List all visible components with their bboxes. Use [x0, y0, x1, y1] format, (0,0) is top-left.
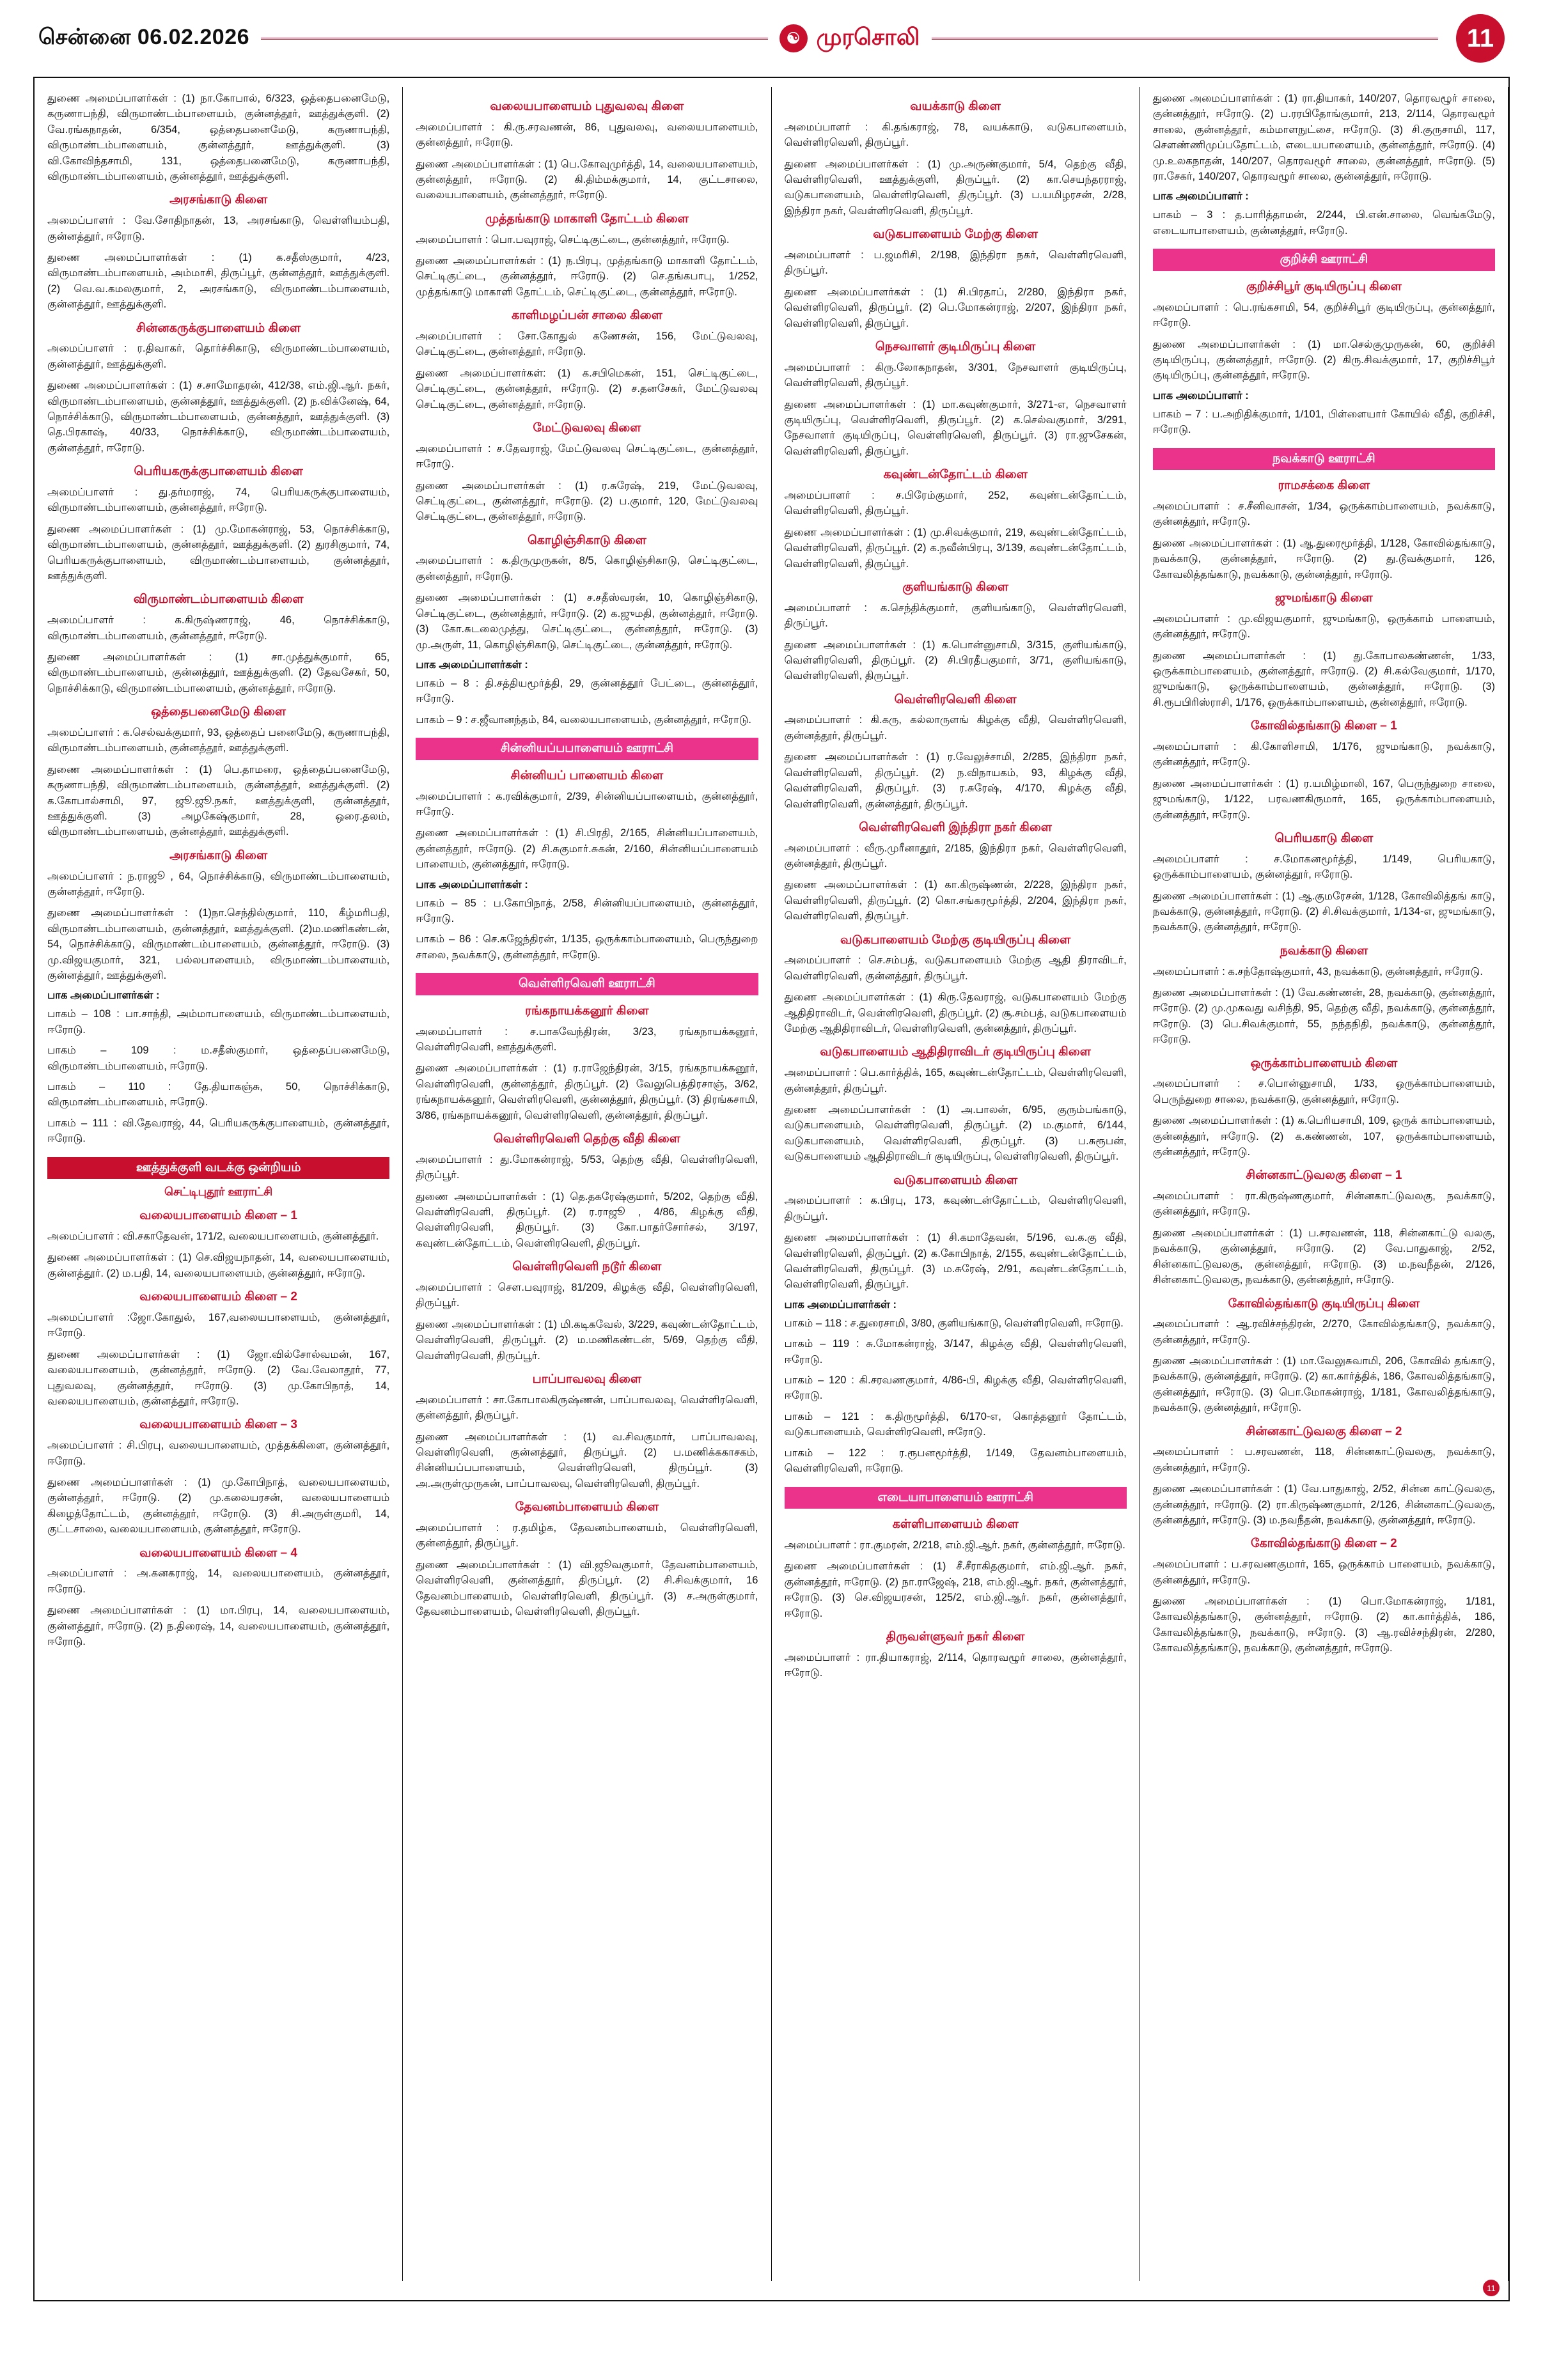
- column-3: [772, 87, 1140, 2281]
- columns-frame: [33, 77, 1510, 2301]
- organiser-paragraph: அமைப்பாளர் : ர.தமிழ்க, தேவனம்பாளையம், வெள்ளிரவெளி, குன்னத்தூர், திருப்பூர்.: [416, 1522, 758, 1550]
- branch-heading: முத்தங்காடு மாகாளி தோட்டம் கிளை: [485, 212, 689, 226]
- organiser-paragraph: அமைப்பாளர் : சௌ.பவுராஜ், 81/209, கிழக்கு வீதி, வெள்ளிரவெளி, திருப்பூர்.: [416, 1282, 758, 1309]
- organiser-paragraph: அமைப்பாளர் : ரா.கிருஷ்ணகுமார், சின்னகாட்டுவலகு, நவக்காடு, குன்னத்தூர், ஈரோடு.: [1152, 1190, 1495, 1218]
- organiser-paragraph: அமைப்பாளர் : கி.தங்கராஜ், 78, வயக்காடு, வடுகபாளையம், வெள்ளிரவெளி, திருப்பூர்.: [784, 121, 1127, 149]
- part-organisers-heading: பாக அமைப்பாளர்கள் :: [784, 1298, 897, 1311]
- edition-label: சென்னை 06.02.2026: [38, 24, 250, 49]
- organiser-paragraph: துணை அமைப்பாளர்கள் : (1) பொ.மோகன்ராஜ், 1/181, கோவலித்தங்காடு, குன்னத்தூர், ஈரோடு. (2) கா.கார்த்திக், 186, கோவலித்தங்காடு, நவக்காடு, ஈரோடு. (3) ஆ.ரவிச்சந்திரன், 2/280, கோவலித்தங்காடு, நவக்காடு, குன்னத்தூர், ஈரோடு.: [1152, 1596, 1495, 1654]
- branch-heading: வயக்காடு கிளை: [910, 100, 1001, 113]
- organiser-paragraph: துணை அமைப்பாளர்கள் : (1) மா.பிரபு, 14, வலையபாளையம், குன்னத்தூர், ஈரோடு. (2) ந.திரைஷ், 14, வலையபாளையம், குன்னத்தூர், ஈரோடு.: [47, 1605, 390, 1648]
- branch-heading: ராமசக்கை கிளை: [1278, 479, 1370, 493]
- panchayat-heading: எடையாபாளையம் ஊராட்சி: [785, 1487, 1127, 1509]
- part-organiser-entry: பாகம் – 109 : ம.சதீஸ்குமார், ஒத்தைப்பனைமேடு, விருமாண்டம்பாளையம், ஈரோடு.: [47, 1045, 390, 1072]
- branch-heading: கள்ளிபாளையம் கிளை: [892, 1518, 1019, 1532]
- organiser-paragraph: அமைப்பாளர் : ரா.தியாகராஜ், 2/114, தொரவழூர் சாலை, குன்னத்தூர், ஈரோடு.: [784, 1651, 1127, 1679]
- organiser-paragraph: அமைப்பாளர் : க.சந்தோஷ்குமார், 43, நவக்காடு, குன்னத்தூர், ஈரோடு.: [1152, 965, 1483, 977]
- part-organisers-heading: பாக அமைப்பாளர் :: [1152, 389, 1249, 401]
- organiser-paragraph: அமைப்பாளர் : ச.மோகனமூர்த்தி, 1/149, பெரியகாடு, ஒருக்காம்பாளையம், குன்னத்தூர், ஈரோடு.: [1152, 853, 1495, 881]
- organiser-paragraph: துணை அமைப்பாளர்கள் : (1) மு.மோகன்ராஜ், 53, நொச்சிக்காடு, விருமாண்டம்பாளையம், குன்னத்தூர், ஊத்துக்குளி. (2) துரசிகுமார், 74, பெரியகருக்குபாளையம், விருமாண்டம்பாளையம், குன்னத்தூர், ஊத்துக்குளி.: [47, 523, 390, 582]
- branch-heading: ரங்கநாயக்கனூர் கிளை: [525, 1004, 649, 1018]
- organiser-paragraph: துணை அமைப்பாளர்கள் : (1) மி.கடிகவேல், 3/229, கவுண்டன்தோட்டம், வெள்ளிரவெளி, திருப்பூர். (2) ம.மணிகண்டன், 5/69, தெற்கு வீதி, வெள்ளிரவெளி, திருப்பூர்.: [416, 1318, 758, 1362]
- union-heading: ஊத்துக்குளி வடக்கு ஒன்றியம்: [47, 1157, 389, 1179]
- branch-heading: வடுகபாளையம் மேற்கு குடியிருப்பு கிளை: [840, 933, 1071, 947]
- murasoli-emblem-icon: ☯: [779, 24, 808, 52]
- organiser-paragraph: அமைப்பாளர் : வீரு.முரீனாதூர், 2/185, இந்திரா நகர், வெள்ளிரவெளி, குன்னத்தூர், திருப்பூர்.: [784, 842, 1127, 870]
- branch-heading: காளிமழப்பன் சாலை கிளை: [511, 309, 662, 323]
- footer-page-mark: 11: [1483, 2280, 1500, 2296]
- organiser-paragraph: துணை அமைப்பாளர்கள் : (1) வி.ஜூவகுமார், தேவனம்பாளையம், வெள்ளிரவெளி, குன்னத்தூர், திருப்பூர். (2) சி.சிவக்குமார், 16 தேவனம்பாளையம், வெள்ளிரவெளி, திருப்பூர். (3) ச.அருள்குமார், தேவனம்பாளையம், வெள்ளிரவெளி, திருப்பூர்.: [416, 1559, 758, 1618]
- organiser-paragraph: அமைப்பாளர் : ந.ராஜூ , 64, நொச்சிக்காடு, விருமாண்டம்பாளையம், குன்னத்தூர், ஈரோடு.: [47, 870, 390, 898]
- branch-heading: வடுகபாளையம் கிளை: [893, 1173, 1018, 1187]
- branch-heading: அரசங்காடு கிளை: [169, 848, 268, 862]
- organiser-paragraph: துணை அமைப்பாளர்கள் : (1) நா.கோபால், 6/323, ஒத்தைபனைமேடு, கருணாபந்தி, விருமாண்டம்பாளையம், குன்னத்தூர், ஊத்துக்குளி. (2) வே.ரங்கநாதன், 6/354, ஒத்தைபனைமேடு, கருணாபந்தி, விருமாண்டம்பாளையம், குன்னத்தூர், ஊத்துக்குளி. (3) வி.கோவிந்தசாமி, 131, ஒத்தைபனைமேடு, கருணாபந்தி, விருமாண்டம்பாளையம், குன்னத்தூர், ஊத்துக்குளி.: [47, 93, 390, 183]
- part-organiser-entry: பாகம் – 119 : சு.மோகன்ராஜ், 3/147, கிழக்கு வீதி, வெள்ளிரவெளி, ஈரோடு.: [784, 1338, 1127, 1365]
- organiser-paragraph: துணை அமைப்பாளர்கள் : (1) ர.சுரேஷ், 219, மேட்டுவலவு, செட்டிகுட்டை, குன்னத்தூர், ஈரோடு. (2) ப.குமார், 120, மேட்டுவலவு செட்டிகுட்டை, குன்னத்தூர், ஈரோடு.: [416, 479, 758, 523]
- organiser-paragraph: துணை அமைப்பாளர்கள் : (1) க.பெரியசாமி, 109, ஒருக் காம்பாளையம், குன்னத்தூர், ஈரோடு. (2) க.கண்ணன், 107, ஒருக்காம்பாளையம், குன்னத்தூர், ஈரோடு.: [1152, 1115, 1495, 1158]
- organiser-paragraph: அமைப்பாளர் : ச.தேவராஜ், மேட்டுவலவு செட்டிகுட்டை, குன்னத்தூர், ஈரோடு.: [416, 442, 758, 471]
- part-organiser-entry: பாகம் – 7 : ப.அறிதிக்குமார், 1/101, பிள்ளையார் கோயில் வீதி, குறிச்சி, ஈரோடு.: [1152, 408, 1495, 436]
- part-organiser-entry: பாகம் – 121 : க.திருமூர்த்தி, 6/170-எ, கொத்தனூர் தோட்டம், வடுகபாளையம், வெள்ளிரவெளி, ஈரோடு.: [784, 1410, 1127, 1438]
- organiser-paragraph: துணை அமைப்பாளர்கள் : (1) மா.வேலுசுவாமி, 206, கோவில் தங்காடு, நவக்காடு, குன்னத்தூர், ஈரோடு. (2) கா.கார்த்திக், 186, கோவலித்தங்காடு, குன்னத்தூர், ஈரோடு. (3) பொ.மோகன்ராஜ், 1/181, கோவலித்தங்காடு, நவக்காடு, குன்னத்தூர், ஈரோடு.: [1152, 1355, 1495, 1414]
- part-organiser-entry: பாகம் – 9 : ச.ஜீவானந்தம், 84, வலையபாளையம், குன்னத்தூர், ஈரோடு.: [416, 713, 752, 726]
- organiser-paragraph: அமைப்பாளர் : செ.சம்பத், வடுகபாளையம் மேற்கு ஆதி திராவிடர், வெள்ளிரவெளி, குன்னத்தூர், திருப்பூர்.: [784, 954, 1127, 982]
- branch-heading: வலையபாளையம் கிளை – 1: [139, 1209, 297, 1223]
- organiser-paragraph: அமைப்பாளர் : ச.பாகவேந்திரன், 3/23, ரங்கநாயக்கனூர், வெள்ளிரவெளி, ஊத்துக்குளி.: [416, 1025, 758, 1054]
- branch-heading: வடுகபாளையம் மேற்கு கிளை: [873, 228, 1038, 242]
- organiser-paragraph: அமைப்பாளர் : ப.ஜமரிசி, 2/198, இந்திரா நகர், வெள்ளிரவெளி, திருப்பூர்.: [784, 249, 1127, 277]
- organiser-paragraph: துணை அமைப்பாளர்கள் : (1) ஜோ.வில்சோல்வமன், 167, வலையபாளையம், குன்னத்தூர், ஈரோடு. (2) வே.வேலாதூர், 77, புதுவலவு, குன்னத்தூர், ஈரோடு. (3) மு.கோபிநாத், 14, வலையபாளையம், குன்னத்தூர், ஈரோடு.: [47, 1348, 390, 1408]
- part-organiser-entry: பாகம் – 111 : வி.தேவராஜ், 44, பெரியகருக்குபாளையம், குன்னத்தூர், ஈரோடு.: [47, 1117, 390, 1145]
- organiser-paragraph: துணை அமைப்பாளர்கள் : (1) க.பொன்னுசாமி, 3/315, குளியங்காடு, வெள்ளிரவெளி, திருப்பூர். (2) சி.பிரதீபகுமார், 3/71, குளியங்காடு, வெள்ளிரவெளி, திருப்பூர்.: [784, 639, 1127, 682]
- organiser-paragraph: அமைப்பாளர் : க.செல்வக்குமார், 93, ஒத்தைப் பனைமேடு, கருணாபந்தி, விருமாண்டம்பாளையம், குன்னத்தூர், ஊத்துக்குளி.: [47, 726, 390, 754]
- part-organiser-entry: பாகம் – 110 : தே.தியாகஞ்சு, 50, நொச்சிக்காடு, விருமாண்டம்பாளையம், ஈரோடு.: [47, 1081, 390, 1108]
- branch-heading: வடுகபாளையம் ஆதிதிராவிடர் குடியிருப்பு கிளை: [820, 1045, 1091, 1059]
- organiser-paragraph: துணை அமைப்பாளர்கள் : (1) ர.யமிழ்மாலி, 167, பெருந்துறை சாலை, ஜுமங்காடு, 1/122, பரவணகிருமார், 165, ஒருக்காம்பாளையம், குன்னத்தூர், ஈரோடு.: [1152, 777, 1495, 821]
- branch-heading: வெள்ளிரவெளி நடூர் கிளை: [512, 1260, 662, 1274]
- organiser-paragraph: அமைப்பாளர் : ச.பொன்னுசாமி, 1/33, ஒருக்காம்பாளையம், பெருந்துறை சாலை, நவக்காடு, குன்னத்தூர், ஈரோடு.: [1152, 1078, 1495, 1105]
- part-organiser-entry: பாகம் – 86 : செ.கஜேந்திரன், 1/135, ஒருக்காம்பாளையம், பெருந்துறை சாலை, நவக்காடு, குன்னத்தூர், ஈரோடு.: [416, 933, 758, 961]
- branch-heading: வலையபாளையம் கிளை – 2: [139, 1290, 297, 1304]
- organiser-paragraph: துணை அமைப்பாளர்கள் : (1) வே.கண்ணன், 28, நவக்காடு, குன்னத்தூர், ஈரோடு. (2) மு.முகவது வசிந்தி, 95, தெற்கு வீதி, நவக்காடு, குன்னத்தூர், ஈரோடு. (3) பெ.சிவக்குமார், 55, நந்தநிதி, நவக்காடு, குன்னத்தூர், ஈரோடு.: [1152, 986, 1495, 1046]
- organiser-paragraph: அமைப்பாளர் : ப.சரவணன், 118, சின்னகாட்டுவலகு, நவக்காடு, குன்னத்தூர், ஈரோடு.: [1152, 1446, 1495, 1474]
- branch-heading: மேட்டுவலவு கிளை: [533, 421, 641, 435]
- organiser-paragraph: அமைப்பாளர் : மு.விஜயகுமார், ஜுமங்காடு, ஒருக்காம் பாளையம், குன்னத்தூர், ஈரோடு.: [1152, 612, 1495, 641]
- organiser-paragraph: அமைப்பாளர் : க.பிரபு, 173, கவுண்டன்தோட்டம், வெள்ளிரவெளி, திருப்பூர்.: [784, 1195, 1127, 1222]
- masthead-brand: [779, 24, 920, 54]
- organiser-paragraph: துணை அமைப்பாளர்கள் : (1) மு.சிவக்குமார், 219, கவுண்டன்தோட்டம், வெள்ளிரவெளி, திருப்பூர். (2) க.நவீன்பிரபு, 3/139, கவுண்டன்தோட்டம், வெள்ளிரவெளி, திருப்பூர்.: [784, 526, 1127, 570]
- branch-heading: தேவனம்பாளையம் கிளை: [515, 1500, 659, 1514]
- part-organiser-entry: பாகம் – 122 : ர.ரூபனமூர்த்தி, 1/149, தேவனம்பாளையம், வெள்ளிரவெளி, ஈரோடு.: [784, 1447, 1127, 1475]
- organiser-paragraph: அமைப்பாளர் : ர.திவாகர், தொர்ச்சிகாடு, விருமாண்டம்பாளையம், குன்னத்தூர், ஊத்துக்குளி.: [47, 343, 390, 370]
- branch-heading: சின்னகருக்குபாளையம் கிளை: [136, 321, 301, 335]
- branch-heading: வலையபாளையம் கிளை – 4: [139, 1546, 297, 1560]
- branch-heading: பாப்பாவலவு கிளை: [532, 1373, 642, 1387]
- part-organisers-heading: பாக அமைப்பாளர்கள் :: [47, 990, 160, 1002]
- organiser-paragraph: துணை அமைப்பாளர்கள் : (1) து.கோபாலகண்ணன், 1/33, ஒருக்காம்பாளையம், குன்னத்தூர், ஈரோடு. (2) சி.கல்வேகுமார், 1/170, ஜுமங்காடு, ஒருக்காம்பாளையம், குன்னத்தூர், ஈரோடு. (3) சி.ரூபபிரிஸ்ராசி, 1/176, ஒருக்காம்பாளையம், குன்னத்தூர், ஈரோடு.: [1152, 649, 1495, 708]
- organiser-paragraph: துணை அமைப்பாளர்கள் : (1) மு.அருண்குமார், 5/4, தெற்கு வீதி, வெள்ளிரவெளி, ஊத்துக்குளி, திருப்பூர். (2) கா.செயந்தரராஜ், வடுகபாளையம், வெள்ளிரவெளி, திருப்பூர். (3) ப.யமிழரசன், 2/28, இந்திரா நகர், வெள்ளிரவெளி, திருப்பூர்.: [784, 158, 1127, 217]
- organiser-paragraph: துணை அமைப்பாளர்கள் : (1) ந.பிரபு, முத்தங்காடு மாகாளி தோட்டம், செட்டிகுட்டை, குன்னத்தூர், ஈரோடு. (2) செ.தங்கபாபு, 1/252, முத்தங்காடு மாகாளி தோட்டம், செட்டிகுட்டை, குன்னத்தூர், ஈரோடு.: [416, 254, 758, 298]
- organiser-paragraph: அமைப்பாளர் : அ.கனகராஜ், 14, வலையபாளையம், குன்னத்தூர், ஈரோடு.: [47, 1567, 390, 1595]
- column-2: [403, 87, 771, 2281]
- organiser-paragraph: துணை அமைப்பாளர்கள் : (1) ப.சரவணன், 118, சின்னகாட்டு வலகு, நவக்காடு, குன்னத்தூர், ஈரோடு. (2) வே.பாதுகாஜ், 2/52, சின்னகாட்டுவலகு, குன்னத்தூர், ஈரோடு. (3) ம.நவநீதன், 2/126, சின்னகாட்டுவலகு, நவக்காடு, குன்னத்தூர், ஈரோடு.: [1152, 1227, 1495, 1286]
- organiser-paragraph: அமைப்பாளர் : ப.சரவணகுமார், 165, ஒருக்காம் பாளையம், நவக்காடு, குன்னத்தூர், ஈரோடு.: [1152, 1559, 1495, 1586]
- branch-heading: கோவில்தங்காடு கிளை – 2: [1251, 1537, 1397, 1551]
- organiser-paragraph: துணை அமைப்பாளர்கள் : (1) சி.கமாதேவன், 5/196, வ.க.கு வீதி, வெள்ளிரவெளி, திருப்பூர். (2) க.கோபிநாத், 2/155, கவுண்டன்தோட்டம், வெள்ளிரவெளி, திருப்பூர். (3) ம.சுரேஷ், 2/91, கவுண்டன்தோட்டம், வெள்ளிரவெளி, திருப்பூர்.: [784, 1232, 1127, 1291]
- panchayat-heading: சின்னியப்பபாளையம் ஊராட்சி: [416, 738, 758, 760]
- panchayat-heading: குறிச்சி ஊராட்சி: [1153, 249, 1495, 271]
- page-number-badge: 11: [1456, 14, 1505, 63]
- organiser-paragraph: துணை அமைப்பாளர்கள் : (1) பெ.தாமரை, ஒத்தைப்பனைமேடு, கருணாபந்தி, விருமாண்டம்பாளையம், குன்னத்தூர், ஊத்துக்குளி. (2) க.கோபால்சாமி, 97, ஜூ.ஜூ.நகர், ஊத்துக்குளி, குன்னத்தூர், ஊத்துக்குளி. (3) அழகேஷ்குமார், 28, ஒரை.தலம், விருமாண்டம்பாளையம், குன்னத்தூர், ஊத்துக்குளி.: [47, 763, 390, 838]
- part-organiser-entry: பாகம் – 8 : தி.சத்தியமூர்த்தி, 29, குன்னத்தூர் பேட்டை, குன்னத்தூர், ஈரோடு.: [416, 677, 758, 705]
- branch-heading: ஒருக்காம்பாளையம் கிளை: [1250, 1056, 1398, 1070]
- part-organisers-heading: பாக அமைப்பாளர் :: [1152, 191, 1249, 203]
- organiser-paragraph: அமைப்பாளர் : பொ.பவுராஜ், செட்டிகுட்டை, குன்னத்தூர், ஈரோடு.: [416, 233, 730, 245]
- organiser-paragraph: துணை அமைப்பாளர்கள் : (1) செ.விஜயநாதன், 14, வலையபாளையம், குன்னத்தூர். (2) ம.பதி, 14, வலையபாளையம், குன்னத்தூர், ஈரோடு.: [47, 1252, 390, 1279]
- organiser-paragraph: அமைப்பாளர் : து.தர்மராஜ், 74, பெரியகருக்குபாளையம், விருமாண்டம்பாளையம், குன்னத்தூர், ஈரோடு.: [47, 486, 390, 514]
- masthead: [0, 0, 1543, 77]
- branch-heading: குளியங்காடு கிளை: [902, 580, 1008, 594]
- organiser-paragraph: துணை அமைப்பாளர்கள்: (1) க.சபிமெகன், 151, செட்டிகுட்டை, செட்டிகுட்டை, குன்னத்தூர், ஈரோடு. (2) ச.தனசேகர், மேட்டுவலவு செட்டிகுட்டை, குன்னத்தூர், ஈரோடு.: [416, 367, 758, 410]
- organiser-paragraph: துணை அமைப்பாளர்கள் : (1) ஆ.துரைமூர்த்தி, 1/128, கோவில்தங்காடு, நவக்காடு, குன்னத்தூர், ஈரோடு. (2) து.டூவக்குமார், 126, கோவலித்தங்காடு, நவக்காடு, குன்னத்தூர், ஈரோடு.: [1152, 537, 1495, 580]
- branch-heading: நெசவாளர் குடிமிருப்பு கிளை: [875, 339, 1036, 354]
- branch-heading: வலையபாளையம் புதுவலவு கிளை: [490, 100, 684, 113]
- part-organiser-entry: பாகம் – 3 : த.பாரித்தாமன், 2/244, பி.என்.சாலை, வெங்கமேடு, எடையாபாளையம், குன்னத்தூர், ஈரோடு.: [1152, 209, 1495, 237]
- organiser-paragraph: துணை அமைப்பாளர்கள் : (1) வ.சிவகுமார், பாப்பாவலவு, வெள்ளிரவெளி, குன்னத்தூர், திருப்பூர். (2) ப.மணிக்ககாசகம், சின்னியப்பபாளையம், வெள்ளிரவெளி, திருப்பூர். (3) அ.அருள்முருகன், பாப்பாவலவு, வெள்ளிரவெளி, திருப்பூர்.: [416, 1431, 758, 1489]
- organiser-paragraph: அமைப்பாளர் : ச.சீனிவாசன், 1/34, ஒருக்காம்பாளையம், நவக்காடு, குன்னத்தூர், ஈரோடு.: [1152, 500, 1495, 528]
- branch-heading: கோவில்தங்காடு கிளை – 1: [1251, 719, 1397, 733]
- organiser-paragraph: அமைப்பாளர் : சோ.கோதுல் கணேசன், 156, மேட்டுவலவு, செட்டிகுட்டை, குன்னத்தூர், ஈரோடு.: [416, 330, 758, 358]
- organiser-paragraph: துணை அமைப்பாளர்கள் : (1) தெ.தகரேஷ்குமார், 5/202, தெற்கு வீதி, வெள்ளிரவெளி, திருப்பூர். (2) ர.ராஜூ , 4/86, கிழக்கு வீதி, வெள்ளிரவெளி, திருப்பூர். (3) கோ.பாதர்சோர்சல், 3/197, கவுண்டன்தோட்டம், வெள்ளிரவெளி, திருப்பூர்.: [416, 1190, 758, 1249]
- part-organiser-entry: பாகம் – 118 : ச.துரைசாமி, 3/80, குளியங்காடு, வெள்ளிரவெளி, ஈரோடு.: [784, 1317, 1124, 1329]
- organiser-paragraph: துணை அமைப்பாளர்கள் : (1)நா.செந்தில்குமார், 110, கீழ்மரிபதி, விருமாண்டம்பாளையம், குன்னத்தூர், ஊத்துக்குளி. (2)ம.மணிகண்டன், 54, நொச்சிக்காடு, விருமாண்டம்பாளையம், குன்னத்தூர், ஈரோடு. (3) மு.விஜயகுமார், 321, பல்லபாளையம், விருமாண்டம்பாளையம், குன்னத்தூர், ஊத்துக்குளி.: [47, 907, 390, 981]
- organiser-paragraph: அமைப்பாளர் : பெ.ரங்கசாமி, 54, குறிச்சிபூர் குடியிருப்பு, குன்னத்தூர், ஈரோடு.: [1152, 301, 1495, 329]
- organiser-paragraph: அமைப்பாளர் : கி.கரு, கல்லாருளங் கிழக்கு வீதி, வெள்ளிரவெளி, குன்னத்தூர், திருப்பூர்.: [784, 714, 1127, 742]
- branch-heading: கோவில்தங்காடு குடியிருப்பு கிளை: [1228, 1296, 1420, 1311]
- branch-heading: விருமாண்டம்பாளையம் கிளை: [133, 593, 304, 607]
- organiser-paragraph: துணை அமைப்பாளர்கள் : (1) ரா.தியாகர், 140/207, தொரவழூர் சாலை, குன்னத்தூர், ஈரோடு. (2) ப.ரரபிதோங்குமார், 213, 2/114, தொரவழூர் சாலை, குன்னத்தூர், கம்மாளநுட்சை, ஈரோடு. (3) சி.குருசாமி, 117, சௌண்ணிமுப்பதோட்டம், எடையபாளையம், குன்னத்தூர், ஈரோடு. (4) மு.உலகநாதன், 140/207, தொரவழூர் சாலை, குன்னத்தூர், ஈரோடு. (5) ரா.சேகர், 140/207, தொரவழூர் சாலை, குன்னத்தூர், ஈரோடு.: [1152, 93, 1495, 183]
- organiser-paragraph: அமைப்பாளர் : க.ரவிக்குமார், 2/39, சின்னியப்பாளையம், குன்னத்தூர், ஈரோடு.: [416, 790, 758, 818]
- organiser-paragraph: துணை அமைப்பாளர்கள் : (1) ச.சாமோதரன், 412/38, எம்.ஜி.ஆர். நகர், விருமாண்டம்பாளையம், குன்னத்தூர், ஊத்துக்குளி. (2) ந.விக்னேஷ், 64, நொச்சிக்காடு, விருமாண்டம்பாளையம், குன்னத்தூர், ஊத்துக்குளி. (3) தெ.பிரகாஷ், 40/33, நொச்சிக்காடு, விருமாண்டம்பாளையம், குன்னத்தூர், ஈரோடு.: [47, 380, 390, 454]
- organiser-paragraph: துணை அமைப்பாளர்கள் : (1) கா.கிருஷ்ணன், 2/228, இந்திரா நகர், வெள்ளிரவெளி, திருப்பூர். (2) கொ.சங்கரமூர்த்தி, 2/204, இந்திரா நகர், வெள்ளிரவெளி, திருப்பூர்.: [784, 879, 1127, 922]
- branch-heading: திருவள்ளுவர் நகர் கிளை: [886, 1629, 1025, 1644]
- organiser-paragraph: அமைப்பாளர் :ஜோ.கோதுல், 167,வலையபாளையம், குன்னத்தூர், ஈரோடு.: [47, 1312, 390, 1339]
- organiser-paragraph: துணை அமைப்பாளர்கள் : (1) வே.பாதுகாஜ், 2/52, சின்ன காட்டுவலகு, குன்னத்தூர், ஈரோடு. (2) ரா.கிருஷ்ணகுமார், 2/126, சின்னகாட்டுவலகு, குன்னத்தூர், ஈரோடு. (3) ம.நவநீதன், நவக்காடு, குன்னத்தூர், ஈரோடு.: [1152, 1483, 1495, 1527]
- branch-heading: ஒத்தைபனைமேடு கிளை: [151, 705, 286, 719]
- branch-heading: ஜுமங்காடு கிளை: [1275, 591, 1373, 605]
- organiser-paragraph: துணை அமைப்பாளர்கள் : (1) சி.பிரதி, 2/165, சின்னியப்பாளையம், குன்னத்தூர், ஈரோடு. (2) சி.சுகுமார்.சுகன், 2/160, சின்னியப்பாளையம் பாளையம், குன்னத்தூர், ஈரோடு.: [416, 827, 758, 871]
- branch-heading: பெரியகாடு கிளை: [1274, 831, 1374, 845]
- organiser-paragraph: துணை அமைப்பாளர்கள் : (1) க.சதீஸ்குமார், 4/23, விருமாண்டம்பாளையம், அம்மாசி, திருப்பூர், குன்னத்தூர், ஊத்துக்குளி. (2) வெ.வ.கமலகுமார், 2, அரசங்காடு, விருமாண்டம்பாளையம், குன்னத்தூர், ஊத்துக்குளி.: [47, 252, 390, 311]
- organiser-paragraph: அமைப்பாளர் : பெ.கார்த்திக், 165, கவுண்டன்தோட்டம், வெள்ளிரவெளி, குன்னத்தூர், திருப்பூர்.: [784, 1067, 1127, 1094]
- branch-heading: நவக்காடு கிளை: [1280, 944, 1368, 958]
- organiser-paragraph: அமைப்பாளர் : கிரு.லோகநாதன், 3/301, நேசவாளர் குடியிருப்பு, வெள்ளிரவெளி, திருப்பூர்.: [784, 361, 1127, 389]
- organiser-paragraph: அமைப்பாளர் : வி.சகாதேவன், 171/2, வலையபாளையம், குன்னத்தூர்.: [47, 1231, 379, 1243]
- organiser-paragraph: துணை அமைப்பாளர்கள் : (1) மு.கோபிநாத், வலையபாளையம், குன்னத்தூர், ஈரோடு. (2) மு.கலையரசன், வலையபாளையம் கிழைத்தோட்டம், குன்னத்தூர், ஈரோடு. (3) சி.அருள்குமரி, 14, குட்டசாலை, வலையபாளையம், குன்னத்தூர், ஈரோடு.: [47, 1477, 390, 1536]
- branch-heading: அரசங்காடு கிளை: [169, 193, 268, 207]
- column-4: [1140, 87, 1508, 2281]
- organiser-paragraph: துணை அமைப்பாளர்கள் : (1) மா.கவுண்குமார், 3/271-எ, நெசவாளர் குடியிருப்பு, வெள்ளிரவெளி, திருப்பூர். (2) க.செல்வகுமார், 3/291, நேசவாளர் குடியிருப்பு, வெள்ளிரவெளி, திருப்பூர். (3) ரா.ஜுசேகன், வெள்ளிரவெளி, திருப்பூர்.: [784, 398, 1127, 457]
- organiser-paragraph: துணை அமைப்பாளர்கள் : (1) சி.பிரதாப், 2/280, இந்திரா நகர், வெள்ளிரவெளி, திருப்பூர். (2) பெ.மோகன்ராஜ், 2/207, இந்திரா நகர், வெள்ளிரவெளி, திருப்பூர்.: [784, 286, 1127, 329]
- organiser-paragraph: அமைப்பாளர் : வே.சோதிநாதன், 13, அரசங்காடு, வெள்ளியம்பதி, குன்னத்தூர், ஈரோடு.: [47, 215, 390, 242]
- branch-heading: கவுண்டன்தோட்டம் கிளை: [883, 468, 1028, 482]
- organiser-paragraph: அமைப்பாளர் : க.திருமுருகன், 8/5, கொழிஞ்சிகாடு, செட்டிகுட்டை, குன்னத்தூர், ஈரோடு.: [416, 555, 758, 582]
- branch-heading: வெள்ளிரவெளி தெற்கு வீதி கிளை: [493, 1132, 680, 1146]
- panchayat-heading: நவக்காடு ஊராட்சி: [1153, 448, 1495, 471]
- organiser-paragraph: அமைப்பாளர் : ஆ.ரவிச்சந்திரன், 2/270, கோவில்தங்காடு, நவக்காடு, குன்னத்தூர், ஈரோடு.: [1152, 1318, 1495, 1346]
- branch-heading: சின்னகாட்டுவலகு கிளை – 1: [1246, 1169, 1402, 1183]
- organiser-paragraph: துணை அமைப்பாளர்கள் : (1) சீ.சீராகிதகுமார், எம்.ஜி.ஆர். நகர், குன்னத்தூர், ஈரோடு. (2) நா.ராஜேஷ், 218, எம்.ஜி.ஆர். நகர், குன்னத்தூர், ஈரோடு. (3) செ.விஜயரசன், 125/2, எம்.ஜி.ஆர். நகர், குன்னத்தூர், ஈரோடு.: [784, 1560, 1127, 1619]
- branch-heading: பெரியகருக்குபாளையம் கிளை: [134, 465, 303, 479]
- organiser-paragraph: துணை அமைப்பாளர்கள் : (1) ச.சதீஸ்வரன், 10, கொழிஞ்சிகாடு, செட்டிகுட்டை, குன்னத்தூர், ஈரோடு. (2) க.ஜுமதி, குன்னத்தூர், ஈரோடு. (3) கோ.சுடலைமுத்து, செட்டிகுட்டை, குன்னத்தூர், ஈரோடு. (3) மு.அருள், 11, கொழிஞ்சிகாடு, செட்டிகுட்டை, குன்னத்தூர், ஈரோடு.: [416, 592, 758, 651]
- organiser-paragraph: துணை அமைப்பாளர்கள் : (1) ர.வேலுச்சாமி, 2/285, இந்திரா நகர், வெள்ளிரவெளி, திருப்பூர். (2) ந.விநாயகம், 93, கிழக்கு வீதி, வெள்ளிரவெளி, திருப்பூர். (3) ர.சுரேஷ், 4/170, கிழக்கு வீதி, வெள்ளிரவெளி, குன்னத்தூர், திருப்பூர்.: [784, 751, 1127, 810]
- organiser-paragraph: துணை அமைப்பாளர்கள் : (1) மா.செல்குமுருகன், 60, குறிச்சி குடியிருப்பு, குன்னத்தூர், ஈரோடு. (2) கிரு.சிவக்குமார், 17, குறிச்சிபூர் குடியிருப்பு, குன்னத்தூர், ஈரோடு.: [1152, 338, 1495, 382]
- organiser-paragraph: அமைப்பாளர் : சா.கோபாலகிருஷ்ணன், பாப்பாவலவு, வெள்ளிரவெளி, குன்னத்தூர், திருப்பூர்.: [416, 1394, 758, 1422]
- organiser-paragraph: அமைப்பாளர் : கி.ரு.சரவணன், 86, புதுவலவு, வலையபாளையம், குன்னத்தூர், ஈரோடு.: [416, 121, 758, 149]
- branch-heading: வெள்ளிரவெளி கிளை: [894, 692, 1017, 706]
- organiser-paragraph: அமைப்பாளர் : க.செந்திக்குமார், குளியங்காடு, வெள்ளிரவெளி, திருப்பூர்.: [784, 602, 1127, 630]
- branch-heading: வெள்ளிரவெளி இந்திரா நகர் கிளை: [859, 820, 1052, 834]
- organiser-paragraph: அமைப்பாளர் : சி.பிரபு, வலையபாளையம், முத்தக்கிளை, குன்னத்தூர், ஈரோடு.: [47, 1440, 390, 1467]
- branch-heading: குறிச்சிபூர் குடியிருப்பு கிளை: [1246, 279, 1402, 293]
- part-organisers-heading: பாக அமைப்பாளர்கள் :: [416, 658, 528, 671]
- organiser-paragraph: துணை அமைப்பாளர்கள் : (1) ஆ.குமரேசன், 1/128, கோவிலித்தங் காடு, நவக்காடு, குன்னத்தூர், ஈரோடு. (2) சி.சிவக்குமார், 1/134-எ, ஜுமங்காடு, நவக்காடு, குன்னத்தூர், ஈரோடு.: [1152, 890, 1495, 933]
- panchayat-heading: வெள்ளிரவெளி ஊராட்சி: [416, 973, 758, 995]
- organiser-paragraph: துணை அமைப்பாளர்கள் : (1) பெ.கோவுமுர்த்தி, 14, வலையபாளையம், குன்னத்தூர், ஈரோடு. (2) கி.திம்மக்குமார், 14, குட்டசாலை, வலையபாளையம், குன்னத்தூர், ஈரோடு.: [416, 158, 758, 201]
- column-1: [35, 87, 403, 2281]
- organiser-paragraph: அமைப்பாளர் : ச.பிரேம்குமார், 252, கவுண்டன்தோட்டம், வெள்ளிரவெளி, திருப்பூர்.: [784, 489, 1127, 517]
- part-organiser-entry: பாகம் – 120 : கி.சரவணகுமார், 4/86-பி, கிழக்கு வீதி, வெள்ளிரவெளி, ஈரோடு.: [784, 1374, 1127, 1402]
- organiser-paragraph: துணை அமைப்பாளர்கள் : (1) அ.பாலன், 6/95, குரும்பங்காடு, வடுகபாளையம், வெள்ளிரவெளி, திருப்பூர். (2) ம.குமார், 6/144, வடுகபாளையம், வெள்ளிரவெளி, திருப்பூர். (3) ப.சுரூபன், வடுகபாளையம் ஆதிதிராவிடர் குடியிருப்பு, வெள்ளிரவெளி, திருப்பூர்.: [784, 1104, 1127, 1163]
- branch-heading: கொழிஞ்சிகாடு கிளை: [527, 533, 646, 547]
- part-organiser-entry: பாகம் – 108 : பா.சாந்தி, அம்மாபாளையம், விருமாண்டம்பாளையம், ஈரோடு.: [47, 1008, 390, 1036]
- organiser-paragraph: துணை அமைப்பாளர்கள் : (1) சா.முத்துக்குமார், 65, விருமாண்டம்பாளையம், குன்னத்தூர், ஊத்துக்குளி. (2) தேவசேகர், 50, நொச்சிக்காடு, விருமாண்டம்பாளையம், குன்னத்தூர், ஈரோடு.: [47, 651, 390, 694]
- branch-heading: சின்னகாட்டுவலகு கிளை – 2: [1246, 1424, 1402, 1438]
- masthead-rule-right: [932, 38, 1438, 40]
- part-organisers-heading: பாக அமைப்பாளர்கள் :: [416, 878, 528, 891]
- organiser-paragraph: அமைப்பாளர் : து.மோகன்ராஜ், 5/53, தெற்கு வீதி, வெள்ளிரவெளி, திருப்பூர்.: [416, 1153, 758, 1181]
- panchayat-subheading: செட்டிபுதூர் ஊராட்சி: [164, 1185, 273, 1199]
- organiser-paragraph: துணை அமைப்பாளர்கள் : (1) கிரு.தேவராஜ், வடுகபாளையம் மேற்கு ஆதிதிராவிடர், வெள்ளிரவெளி, திருப்பூர். (2) சூ.சம்பத், வடுகபாளையம் மேற்கு ஆதிதிராவிடர், வெள்ளிரவெளி, குன்னத்தூர், திருப்பூர்.: [784, 992, 1127, 1035]
- publication-title: முரசொலி: [816, 23, 920, 50]
- part-organiser-entry: பாகம் – 85 : ப.கோபிநாத், 2/58, சின்னியப்பாளையம், குன்னத்தூர், ஈரோடு.: [416, 897, 758, 924]
- organiser-paragraph: அமைப்பாளர் : கி.கோளிசாமி, 1/176, ஜுமங்காடு, நவக்காடு, குன்னத்தூர், ஈரோடு.: [1152, 740, 1495, 768]
- branch-heading: வலையபாளையம் கிளை – 3: [139, 1418, 297, 1432]
- masthead-rule-left: [261, 38, 767, 40]
- organiser-paragraph: அமைப்பாளர் : ரா.குமரன், 2/218, எம்.ஜி.ஆர். நகர், குன்னத்தூர், ஈரோடு.: [784, 1539, 1125, 1551]
- branch-heading: சின்னியப் பாளையம் கிளை: [510, 768, 664, 782]
- organiser-paragraph: துணை அமைப்பாளர்கள் : (1) ர.ராஜேந்திரன், 3/15, ரங்கநாயக்கனூர், வெள்ளிரவெளி, குன்னத்தூர், திருப்பூர். (2) வேலுபெத்திரசாஞ், 3/62, ரங்கநாயக்கனூர், வெள்ளிரவெளி, குன்னத்தூர், திருப்பூர். (3) திரங்கசாமி, 3/86, ரங்கநாயக்கனூர், வெள்ளிரவெளி, குன்னத்தூர், திருப்பூர்.: [416, 1062, 758, 1121]
- organiser-paragraph: அமைப்பாளர் : க.கிருஷ்ணராஜ், 46, நொச்சிக்காடு, விருமாண்டம்பாளையம், குன்னத்தூர், ஈரோடு.: [47, 614, 390, 642]
